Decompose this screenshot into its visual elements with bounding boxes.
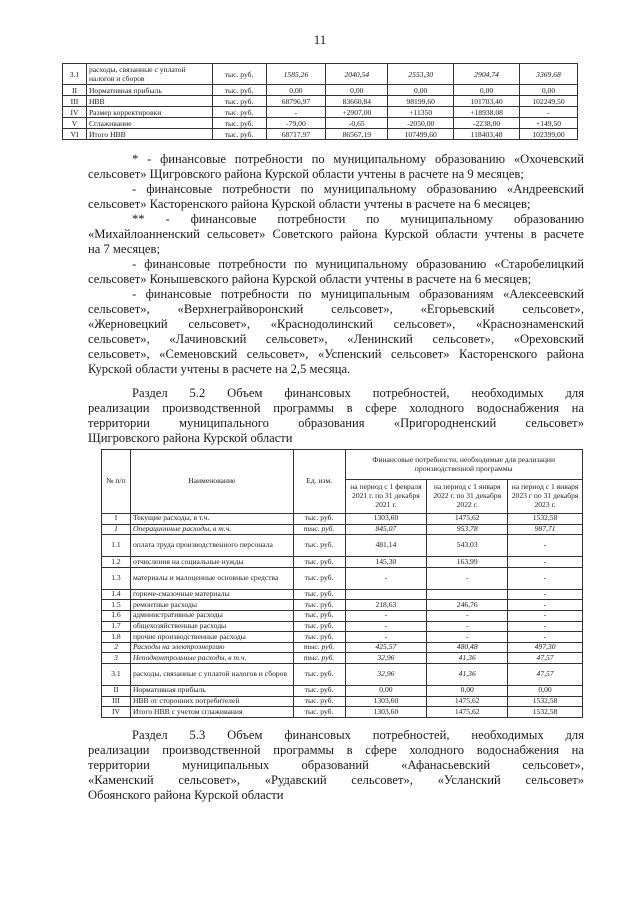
row-value: 2040,54 <box>326 64 388 85</box>
row-name: административные расходы <box>130 610 293 621</box>
row-name: оплата труда производственного персонала <box>130 535 293 557</box>
row-name: материалы и малоценные основные средства <box>130 567 293 589</box>
row-number: V <box>63 118 87 129</box>
text-line: «Каменский сельсовет», «Рудавский сельсовет», «Усланский сельсовет» <box>88 772 584 787</box>
row-number: 3 <box>102 653 131 664</box>
row-unit: тыс. руб. <box>293 610 345 621</box>
row-unit: тыс. руб. <box>293 632 345 643</box>
row-value: - <box>508 632 583 643</box>
row-name: ремонтные расходы <box>130 600 293 611</box>
row-value: 102249,50 <box>520 96 578 107</box>
table-row <box>63 96 578 107</box>
row-name: Размер корректировки <box>86 107 212 118</box>
text-line: - финансовые потребности по муниципальному образованию «Старобелицкий <box>132 257 584 271</box>
row-value: -0,65 <box>326 118 388 129</box>
table-row <box>63 118 578 129</box>
row-value: - <box>427 567 508 589</box>
row-value: 1585,26 <box>266 64 326 85</box>
row-value: - <box>508 557 583 568</box>
header-num: № п/п <box>102 450 131 514</box>
row-number: 3.1 <box>102 663 131 685</box>
table-row <box>102 589 583 600</box>
text-line: ** - финансовые потребности по муниципальному образованию <box>132 212 584 226</box>
table-row <box>102 685 583 696</box>
row-number: IV <box>102 707 131 718</box>
header-period-2022: на период с 1 января 2022 г. по 31 декабря 2022 г. <box>427 480 508 514</box>
text-line: * - финансовые потребности по муниципальному образованию «Охочевский <box>132 152 584 166</box>
row-value: 1303,60 <box>345 696 427 707</box>
footnote-paragraph <box>88 287 584 377</box>
row-value: 102399,00 <box>520 129 578 140</box>
row-value: 1532,58 <box>508 514 583 525</box>
row-value: 3369,68 <box>520 64 578 85</box>
text-line: - финансовые потребности по муниципальному образованию «Андреевский <box>132 182 584 196</box>
row-value: - <box>345 610 427 621</box>
header-unit: Ед. изм. <box>293 450 345 514</box>
row-unit: тыс. руб. <box>293 514 345 525</box>
table-row <box>102 524 583 535</box>
row-unit: тыс. руб. <box>293 567 345 589</box>
row-value: 1532,58 <box>508 707 583 718</box>
row-unit: тыс. руб. <box>212 129 266 140</box>
row-value: 1475,62 <box>427 696 508 707</box>
row-value: 0,00 <box>345 685 427 696</box>
footnote-paragraph <box>88 152 584 182</box>
text-line: сельсовет» Щигровского района Курской области учтены в расчете на 9 месяцев; <box>88 167 524 181</box>
row-number: VI <box>63 129 87 140</box>
row-unit: тыс. руб. <box>293 642 345 653</box>
row-unit: тыс. руб. <box>293 685 345 696</box>
row-value: 218,63 <box>345 600 427 611</box>
text-line: Обоянского района Курской области <box>88 787 284 802</box>
row-value: 953,78 <box>427 524 508 535</box>
row-value: 425,57 <box>345 642 427 653</box>
header-period-2021: на период с 1 февраля 2021 г. по 31 декабря 2021 г. <box>345 480 427 514</box>
row-value: 0,00 <box>427 685 508 696</box>
row-value: 2904,74 <box>454 64 520 85</box>
row-unit: тыс. руб. <box>212 118 266 129</box>
row-unit: тыс. руб. <box>293 600 345 611</box>
row-value: - <box>508 535 583 557</box>
row-value: - <box>427 632 508 643</box>
text-line: на 7 месяцев; <box>88 242 160 256</box>
row-number: 1.6 <box>102 610 131 621</box>
row-value: 98199,60 <box>388 96 454 107</box>
table-row <box>102 642 583 653</box>
row-number: 1.4 <box>102 589 131 600</box>
row-value: - <box>508 567 583 589</box>
row-value: 987,71 <box>508 524 583 535</box>
row-number: III <box>102 696 131 707</box>
text-line: Щигровского района Курской области <box>88 431 293 445</box>
table-row <box>102 653 583 664</box>
row-name: общехозяйственные расходы <box>130 621 293 632</box>
row-value: 0,00 <box>266 85 326 96</box>
row-value: 0,00 <box>454 85 520 96</box>
text-line: сельсовет», «Лачиновский сельсовет», «Ленинский сельсовет», «Ореховский <box>88 332 584 346</box>
row-value: - <box>508 600 583 611</box>
row-value: +2907,00 <box>326 107 388 118</box>
row-value: - <box>427 610 508 621</box>
row-value: 107499,60 <box>388 129 454 140</box>
row-value: 68717,97 <box>266 129 326 140</box>
row-value: 0,00 <box>508 685 583 696</box>
row-number: 1.5 <box>102 600 131 611</box>
row-unit: тыс. руб. <box>293 696 345 707</box>
row-number: 1.7 <box>102 621 131 632</box>
row-value: 1303,60 <box>345 707 427 718</box>
row-value: 0,00 <box>520 85 578 96</box>
row-value: 41,36 <box>427 663 508 685</box>
text-line: реализации производственной программы в сфере холодного водоснабжения на <box>88 401 584 415</box>
row-value: - <box>520 107 578 118</box>
row-unit: тыс. руб. <box>212 107 266 118</box>
row-value: 47,57 <box>508 653 583 664</box>
row-name: Сглаживание <box>86 118 212 129</box>
row-unit: тыс. руб. <box>293 663 345 685</box>
row-unit: тыс. руб. <box>293 524 345 535</box>
row-value: 86567,19 <box>326 129 388 140</box>
row-value: 1303,60 <box>345 514 427 525</box>
row-value: 543,03 <box>427 535 508 557</box>
row-value: 497,30 <box>508 642 583 653</box>
footnote-paragraph <box>88 257 584 287</box>
row-value: 32,96 <box>345 663 427 685</box>
row-unit: тыс. руб. <box>293 707 345 718</box>
row-value: -2238,00 <box>454 118 520 129</box>
row-value: 1475,62 <box>427 514 508 525</box>
row-unit: тыс. руб. <box>293 557 345 568</box>
row-value: 0,00 <box>388 85 454 96</box>
row-name: прочие производственные расходы <box>130 632 293 643</box>
row-number: III <box>63 96 87 107</box>
text-line: «Михайлоанненский сельсовет» Советского района Курской области учтены в расчете <box>88 227 584 241</box>
table-row <box>102 663 583 685</box>
row-unit: тыс. руб. <box>212 85 266 96</box>
row-name: НВВ <box>86 96 212 107</box>
row-value: 0,00 <box>326 85 388 96</box>
text-line: территории муниципальных образований «Афанасьевский сельсовет», <box>88 757 584 772</box>
row-name: Итого НВВ <box>86 129 212 140</box>
row-number: II <box>102 685 131 696</box>
row-value: 481,14 <box>345 535 427 557</box>
row-name: Нормативная прибыль <box>86 85 212 96</box>
row-number: 3.1 <box>63 64 87 85</box>
row-value: +18938,08 <box>454 107 520 118</box>
table-row <box>102 696 583 707</box>
row-value: 83660,84 <box>326 96 388 107</box>
row-value <box>345 589 427 600</box>
row-value: 1475,62 <box>427 707 508 718</box>
row-value: +149,50 <box>520 118 578 129</box>
row-value: 480,48 <box>427 642 508 653</box>
row-value: - <box>427 621 508 632</box>
table-row <box>102 600 583 611</box>
row-unit: тыс. руб. <box>212 64 266 85</box>
row-name: расходы, связанные с уплатой налогов и сборов <box>130 663 293 685</box>
row-unit: тыс. руб. <box>293 535 345 557</box>
row-name: Итого НВВ с учетом сглаживания <box>130 707 293 718</box>
page-number: 11 <box>313 32 327 47</box>
text-line: Курской области учтены в расчете на 2,5 месяца. <box>88 362 351 376</box>
row-number: 1.2 <box>102 557 131 568</box>
row-value: 47,57 <box>508 663 583 685</box>
row-number: 2 <box>102 642 131 653</box>
text-line: реализации производственной программы в сфере холодного водоснабжения на <box>88 742 584 757</box>
row-value: 145,30 <box>345 557 427 568</box>
table-row <box>102 621 583 632</box>
row-value: 41,36 <box>427 653 508 664</box>
row-value: - <box>508 589 583 600</box>
row-value: - <box>345 567 427 589</box>
text-line: Раздел 5.2 Объем финансовых потребностей, необходимых для <box>132 386 584 400</box>
section-5-2-heading <box>88 386 584 446</box>
header-period-2023: на период с 1 января 2023 г по 31 декабря 2023 г. <box>508 480 583 514</box>
row-number: I <box>102 514 131 525</box>
text-line: сельсовет» Конышевского района Курской области учтены в расчете на 6 месяцев; <box>88 272 532 286</box>
row-value: - <box>266 107 326 118</box>
table-section-5-2 <box>101 449 583 718</box>
table-row <box>63 129 578 140</box>
text-line: «Жерновецкий сельсовет», «Краснодолинский сельсовет», «Краснознаменский <box>88 317 584 331</box>
row-value: - <box>345 621 427 632</box>
row-unit: тыс. руб. <box>293 589 345 600</box>
row-value: - <box>345 632 427 643</box>
row-number: II <box>63 85 87 96</box>
row-value: +11350 <box>388 107 454 118</box>
row-name: Нормативная прибыль <box>130 685 293 696</box>
table-row <box>102 632 583 643</box>
footnote-paragraph <box>88 182 584 212</box>
row-value: 163,99 <box>427 557 508 568</box>
row-unit: тыс. руб. <box>293 653 345 664</box>
row-name: Расходы на электроэнергию <box>130 642 293 653</box>
row-unit: тыс. руб. <box>212 96 266 107</box>
row-value: - <box>508 610 583 621</box>
row-value: -79,00 <box>266 118 326 129</box>
row-value: - <box>508 621 583 632</box>
row-value: 1532,58 <box>508 696 583 707</box>
row-value: 2553,30 <box>388 64 454 85</box>
row-unit: тыс. руб. <box>293 621 345 632</box>
text-line: территории муниципального образования «Пригородненский сельсовет» <box>88 416 584 430</box>
table-1-continuation <box>62 63 578 140</box>
row-name: Операционные расходы, в т.ч. <box>130 524 293 535</box>
text-line: сельсовет» Касторенского района Курской области учтены в расчете на 6 месяцев; <box>88 197 531 211</box>
table-row <box>102 535 583 557</box>
table-row <box>102 514 583 525</box>
row-value: 118403,48 <box>454 129 520 140</box>
document-body <box>88 152 584 803</box>
row-number: IV <box>63 107 87 118</box>
text-line: Раздел 5.3 Объем финансовых потребностей, необходимых для <box>132 727 584 742</box>
row-name: расходы, связанные с уплатой налогов и сборов <box>86 64 212 85</box>
row-name: горюче-смазочные материалы <box>130 589 293 600</box>
row-name: Неподконтрольные расходы, в т.ч. <box>130 653 293 664</box>
table-row <box>63 107 578 118</box>
text-line: - финансовые потребности по муниципальным образованиям «Алексеевский <box>132 287 584 301</box>
header-name: Наименование <box>130 450 293 514</box>
row-name: отчисления на социальные нужды <box>130 557 293 568</box>
table-row <box>102 567 583 589</box>
table-row <box>63 85 578 96</box>
row-number: 1.3 <box>102 567 131 589</box>
row-value: -2050,00 <box>388 118 454 129</box>
row-name: НВВ от сторонних потребителей <box>130 696 293 707</box>
table-row <box>102 707 583 718</box>
footnote-paragraph <box>88 212 584 257</box>
header-group: Финансовые потребности, необходимые для реализации производственной программы <box>345 450 583 480</box>
row-value <box>427 589 508 600</box>
row-name: Текущие расходы, в т.ч. <box>130 514 293 525</box>
text-line: сельсовет», «Семеновский сельсовет», «Успенский сельсовет» Касторенского района <box>88 347 584 361</box>
table-row <box>102 610 583 621</box>
row-value: 845,07 <box>345 524 427 535</box>
section-5-3-heading <box>88 728 584 803</box>
text-line: сельсовет», «Верхнеграйворонский сельсовет», «Егорьевский сельсовет», <box>88 302 584 316</box>
row-value: 101703,40 <box>454 96 520 107</box>
row-number: 1.8 <box>102 632 131 643</box>
row-value: 32,96 <box>345 653 427 664</box>
table-row <box>102 557 583 568</box>
row-number: 1.1 <box>102 535 131 557</box>
row-number: 1 <box>102 524 131 535</box>
row-value: 246,76 <box>427 600 508 611</box>
footnotes <box>88 152 584 377</box>
row-value: 68796,97 <box>266 96 326 107</box>
table-row <box>63 64 578 85</box>
